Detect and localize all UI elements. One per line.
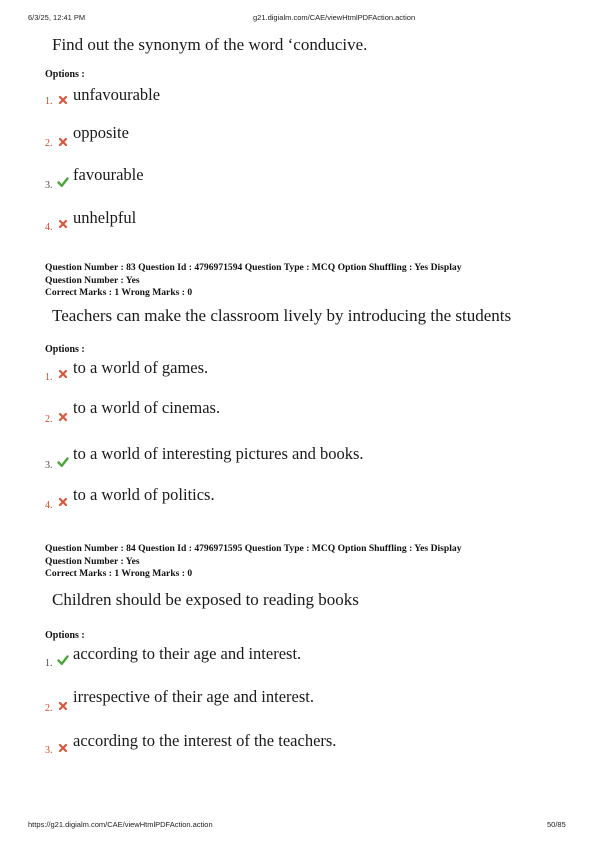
option-text: according to their age and interest. [73,644,302,663]
question-meta-line: Correct Marks : 1 Wrong Marks : 0 [45,287,193,298]
check-mark-icon [57,456,69,468]
option-number: 2. [45,703,53,714]
option-number: 3. [45,745,53,756]
print-url: g21.digialm.com/CAE/viewHtmlPDFAction.action [253,13,416,22]
options-label: Options : [45,344,85,355]
options-label: Options : [45,69,85,80]
question-meta-line: Correct Marks : 1 Wrong Marks : 0 [45,568,193,579]
footer-url: https://g21.digialm.com/CAE/viewHtmlPDFAction.action [28,820,213,829]
options-label: Options : [45,630,85,641]
option-number: 2. [45,138,53,149]
option-text: opposite [73,123,129,142]
option-text: to a world of cinemas. [73,398,221,417]
wrong-mark-icon [57,136,69,148]
question-meta-line: Question Number : 84 Question Id : 4796971595 Question Type : MCQ Option Shuffling : Yes Display [45,543,462,554]
option-number: 1. [45,96,53,107]
wrong-mark-icon [57,368,69,380]
question-text: Teachers can make the classroom lively by introducing the students [52,306,512,325]
check-mark-icon [57,176,69,188]
option-text: unfavourable [73,85,161,104]
question-meta-line: Question Number : Yes [45,555,140,567]
option-number: 1. [45,372,53,383]
check-mark-icon [57,654,69,666]
wrong-mark-icon [57,411,69,423]
option-text: to a world of politics. [73,485,215,504]
option-text: favourable [73,165,144,184]
option-number: 1. [45,658,53,669]
question-text: Find out the synonym of the word ‘conducive. [52,35,368,54]
wrong-mark-icon [57,496,69,508]
wrong-mark-icon [57,94,69,106]
wrong-mark-icon [57,218,69,230]
question-text: Children should be exposed to reading books [52,590,359,609]
option-text: irrespective of their age and interest. [73,687,314,706]
question-meta [45,262,462,300]
option-number: 4. [45,222,53,233]
question-meta-line: Question Number : 83 Question Id : 4796971594 Question Type : MCQ Option Shuffling : Yes Display [45,262,462,273]
print-datetime: 6/3/25, 12:41 PM [28,13,86,22]
option-text: according to the interest of the teachers. [73,731,337,750]
option-number: 2. [45,414,53,425]
option-number: 3. [45,460,53,471]
option-text: to a world of games. [73,358,209,377]
wrong-mark-icon [57,742,69,754]
question-meta-line: Question Number : Yes [45,274,140,286]
option-text: unhelpful [73,208,137,227]
option-number: 3. [45,180,53,191]
option-number: 4. [45,500,53,511]
wrong-mark-icon [57,700,69,712]
option-text: to a world of interesting pictures and books. [73,444,364,463]
page-number: 50/85 [547,820,566,829]
question-meta [45,543,462,581]
